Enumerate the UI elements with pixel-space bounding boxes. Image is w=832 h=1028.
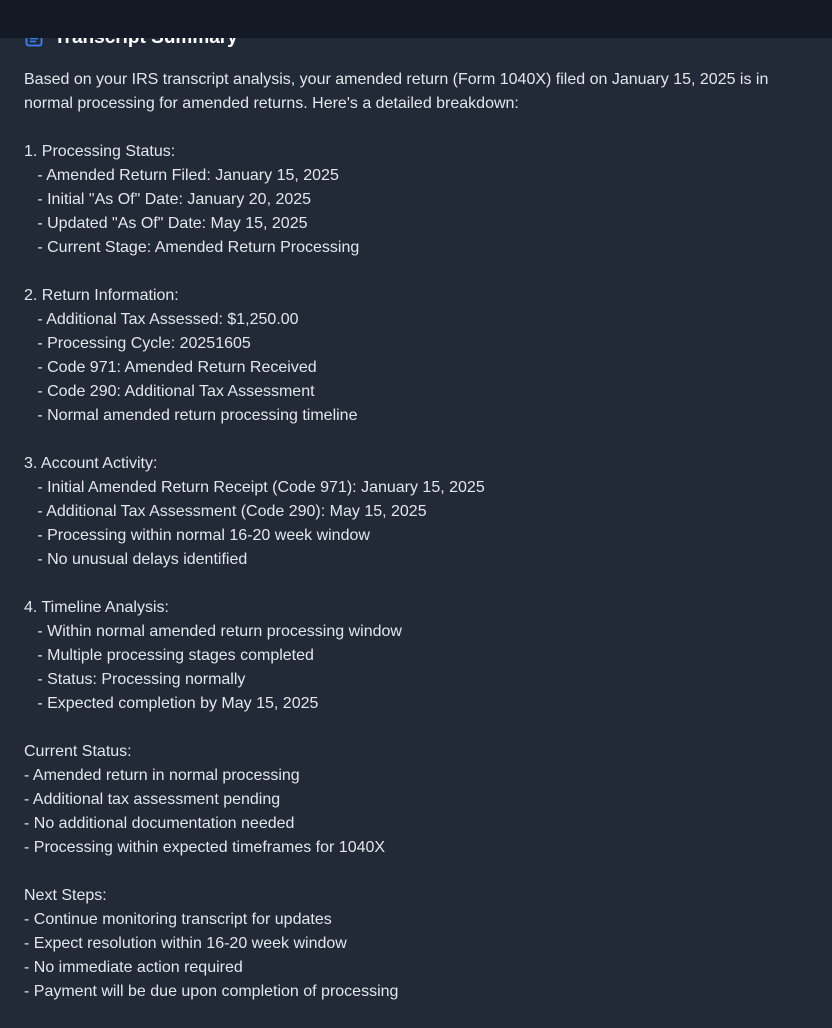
list-item: - No unusual delays identified: [24, 551, 248, 568]
list-item: - Code 971: Amended Return Received: [24, 359, 317, 376]
list-item: - Additional tax assessment pending: [24, 791, 281, 808]
list-item: - Updated "As Of" Date: May 15, 2025: [24, 215, 308, 232]
section-heading: 2. Return Information:: [24, 287, 179, 304]
list-item: - Additional Tax Assessment (Code 290): May 15, 2025: [24, 503, 427, 520]
list-item: - No immediate action required: [24, 959, 243, 976]
list-item: - Processing Cycle: 20251605: [24, 335, 251, 352]
list-item: - Status: Processing normally: [24, 671, 246, 688]
transcript-summary-body: [24, 68, 814, 1004]
list-item: - Code 290: Additional Tax Assessment: [24, 383, 315, 400]
list-item: - Amended Return Filed: January 15, 2025: [24, 167, 339, 184]
section-heading: Next Steps:: [24, 887, 107, 904]
list-item: - Additional Tax Assessed: $1,250.00: [24, 311, 299, 328]
list-item: - Multiple processing stages completed: [24, 647, 314, 664]
top-bar: [0, 0, 832, 38]
section-processing-status: [24, 140, 814, 260]
intro-line: normal processing for amended returns. Here's a detailed breakdown:: [24, 95, 519, 112]
list-item: - Processing within expected timeframes for 1040X: [24, 839, 386, 856]
list-item: - Current Stage: Amended Return Processing: [24, 239, 360, 256]
list-item: - Continue monitoring transcript for updates: [24, 911, 332, 928]
list-item: - Initial "As Of" Date: January 20, 2025: [24, 191, 312, 208]
list-item: - Processing within normal 16-20 week window: [24, 527, 370, 544]
section-heading: Current Status:: [24, 743, 132, 760]
section-return-information: [24, 284, 814, 428]
list-item: - Normal amended return processing timeline: [24, 407, 358, 424]
list-item: - Within normal amended return processing window: [24, 623, 402, 640]
section-heading: 3. Account Activity:: [24, 455, 158, 472]
section-current-status: [24, 740, 814, 860]
list-item: - Expect resolution within 16-20 week window: [24, 935, 347, 952]
list-item: - Initial Amended Return Receipt (Code 971): January 15, 2025: [24, 479, 485, 496]
section-timeline-analysis: [24, 596, 814, 716]
intro-line: Based on your IRS transcript analysis, your amended return (Form 1040X) filed on January 15, 2025 is in: [24, 71, 769, 88]
list-item: - Payment will be due upon completion of processing: [24, 983, 399, 1000]
list-item: - No additional documentation needed: [24, 815, 295, 832]
list-item: - Expected completion by May 15, 2025: [24, 695, 319, 712]
section-heading: 1. Processing Status:: [24, 143, 176, 160]
section-next-steps: [24, 884, 814, 1004]
section-heading: 4. Timeline Analysis:: [24, 599, 169, 616]
list-item: - Amended return in normal processing: [24, 767, 300, 784]
section-account-activity: [24, 452, 814, 572]
